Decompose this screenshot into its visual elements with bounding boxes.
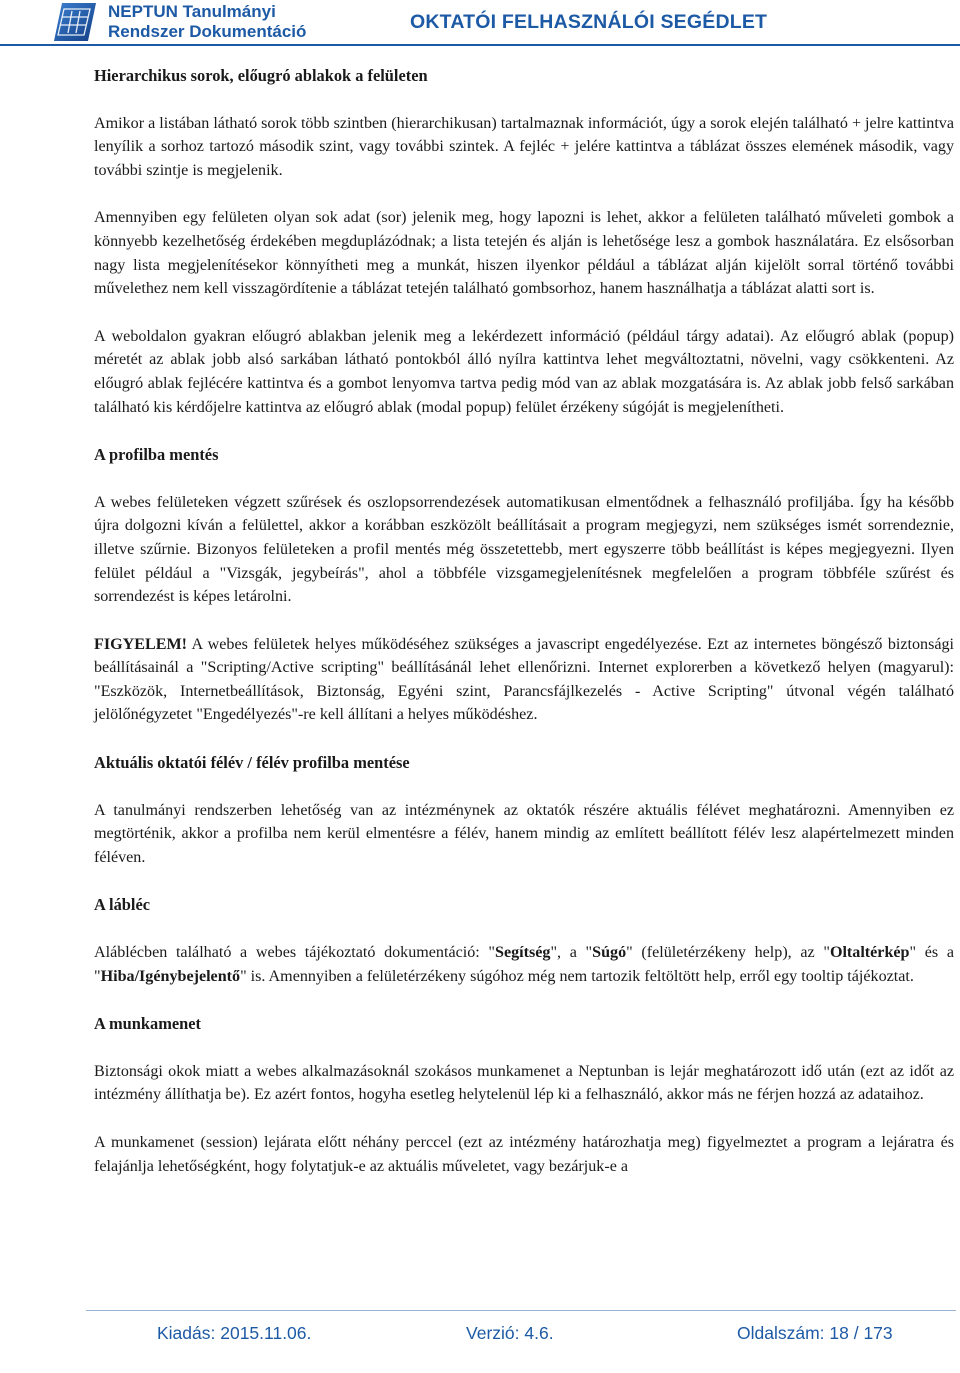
- footer-text: Aláblécben található a webes tájékoztató dokumentáció: ": [94, 944, 495, 962]
- sugo-link-name: Súgó: [592, 944, 627, 962]
- header-title-line2: Rendszer Dokumentáció: [108, 22, 307, 41]
- document-title: OKTATÓI FELHASZNÁLÓI SEGÉDLET: [410, 11, 768, 33]
- section-heading: Hierarchikus sorok, előugró ablakok a felületen: [94, 66, 428, 85]
- paragraph: A weboldalon gyakran előugró ablakban jelenik meg a lekérdezett információ (például tárgy adatai). Az előugró ablak (popup) méretét az ablak jobb alsó sarkában látható pontokból álló nyílra kattintva lehet megváltoztatni, növelni, vagy csökkenteni. Az előugró ablak fejlécére kattintva és a gombot lenyomva tartva pedig mód van az ablak mozgatására is. Az ablak jobb felső sarkában található kis kérdőjelre kattintva az előugró ablak (modal popup) felület érzékeny súgóját is megjelenítheti.: [94, 327, 954, 416]
- warning-paragraph: [94, 633, 954, 727]
- sitemap-link-name: Oltaltérkép: [829, 944, 910, 962]
- paragraph: A webes felületeken végzett szűrések és oszlopsorrendezések automatikusan elmentődnek a felhasználó profiljába. Így ha később újra dolgozni kíván a felülettel, akkor a korábban eszközölt beállításait a program megjegyzi, nem szükséges ismét sorrendeznie, illetve szűrnie. Bizonyos felületeken a profil mentés még összetettebb, mert egyszerre több beállítást is képes megjegyezni. Ilyen felület például a "Vizsgák, jegybeírás", ahol a többféle vizsgamegjelenítésnek megfelelően a program többféle szűrést és sorrendezést is képes letárolni.: [94, 493, 954, 606]
- section-heading: A profilba mentés: [94, 445, 219, 465]
- header-title: [108, 2, 306, 42]
- paragraph: A tanulmányi rendszerben lehetőség van az intézménynek az oktatók részére aktuális félévet meghatározni. Amennyiben ez megtörténik, akkor a profilba nem kerül elmentésre a félév, hanem mindig az említett beállított félév lesz alapértelmezett minden féléven.: [94, 801, 954, 866]
- warning-label: FIGYELEM!: [94, 635, 187, 653]
- footer-text: " is. Amennyiben a felületérzékeny súgóhoz még nem tartozik feltöltött help, erről egy tooltip tájékoztat.: [240, 967, 914, 985]
- document-body: [94, 64, 954, 1178]
- footer-text: " és a ": [94, 944, 954, 985]
- help-link-name: Segítség: [495, 944, 551, 962]
- header-title-line1: NEPTUN Tanulmányi: [108, 2, 276, 21]
- footer-page-number: Oldalszám: 18 / 173: [737, 1323, 893, 1343]
- neptun-logo-icon: [52, 1, 98, 43]
- paragraph: [94, 941, 954, 988]
- footer-divider: [86, 1310, 956, 1311]
- header-divider: [0, 44, 960, 46]
- footer-text: ", a ": [550, 944, 593, 962]
- footer-version: Verzió: 4.6.: [466, 1323, 554, 1343]
- footer-text: " (felületérzékeny help), az ": [626, 944, 830, 962]
- paragraph: A munkamenet (session) lejárata előtt néhány perccel (ezt az intézmény határozhatja meg) figyelmeztet a program a lejáratra és felajánlja lehetőségként, hogy folytatjuk-e az aktuális műveletet, vagy bezárjuk-e a: [94, 1134, 954, 1175]
- section-heading: A munkamenet: [94, 1014, 202, 1034]
- section-heading: A lábléc: [94, 895, 150, 915]
- bugreport-link-name: Hiba/Igénybejelentő: [100, 967, 241, 985]
- footer-edition: Kiadás: 2015.11.06.: [157, 1323, 312, 1343]
- page-header: [0, 0, 960, 44]
- paragraph: Amikor a listában látható sorok több szintben (hierarchikusan) tartalmaznak információt, úgy a sorok elején található + jelre kattintva lenyílik a sorhoz tartozó második szint, vagy további szintek. A fejléc + jelére kattintva a táblázat összes elemének második, vagy további szintje is megjelenik.: [94, 114, 954, 179]
- paragraph: Amennyiben egy felületen olyan sok adat (sor) jelenik meg, hogy lapozni is lehet, akkor a felületen található műveleti gombok a könnyebb kezelhetőség érdekében megduplázódnak; a lista tetején és alján is lehetősége lesz a gombok használatára. Ez elsősorban nagy lista megjelenítésekor könnyítheti meg a munkát, hiszen ilyenkor például a táblázat alján kijelölt sorral történő további művelethez nem kell visszagördítenie a táblázat tetején található gombsorhoz, hanem használhatja a táblázat alatti sort is.: [94, 209, 954, 298]
- warning-text: A webes felületek helyes működéséhez szükséges a javascript engedélyezése. Ezt az internetes böngésző biztonsági beállításainál a "Scripting/Active scripting" beállításánál lehet ellenőrizni. Internet explorerben a következő helyen (magyarul): "Eszközök, Internetbeállítások, Biztonság, Egyéni szint, Parancsfájlkezelés - Active Scripting" útvonal végén található jelölőnégyzetet "Engedélyezés"-re kell állítani a helyes működéshez.: [94, 635, 954, 724]
- section-heading: Aktuális oktatói félév / félév profilba mentése: [94, 753, 410, 773]
- paragraph: Biztonsági okok miatt a webes alkalmazásoknál szokásos munkamenet a Neptunban is lejár meghatározott idő után (ezt az időt az intézmény állíthatja be). Ez azért fontos, hogyha esetleg helytelenül lép ki a felhasználó, akkor más ne férjen hozzá az adataihoz.: [94, 1062, 954, 1104]
